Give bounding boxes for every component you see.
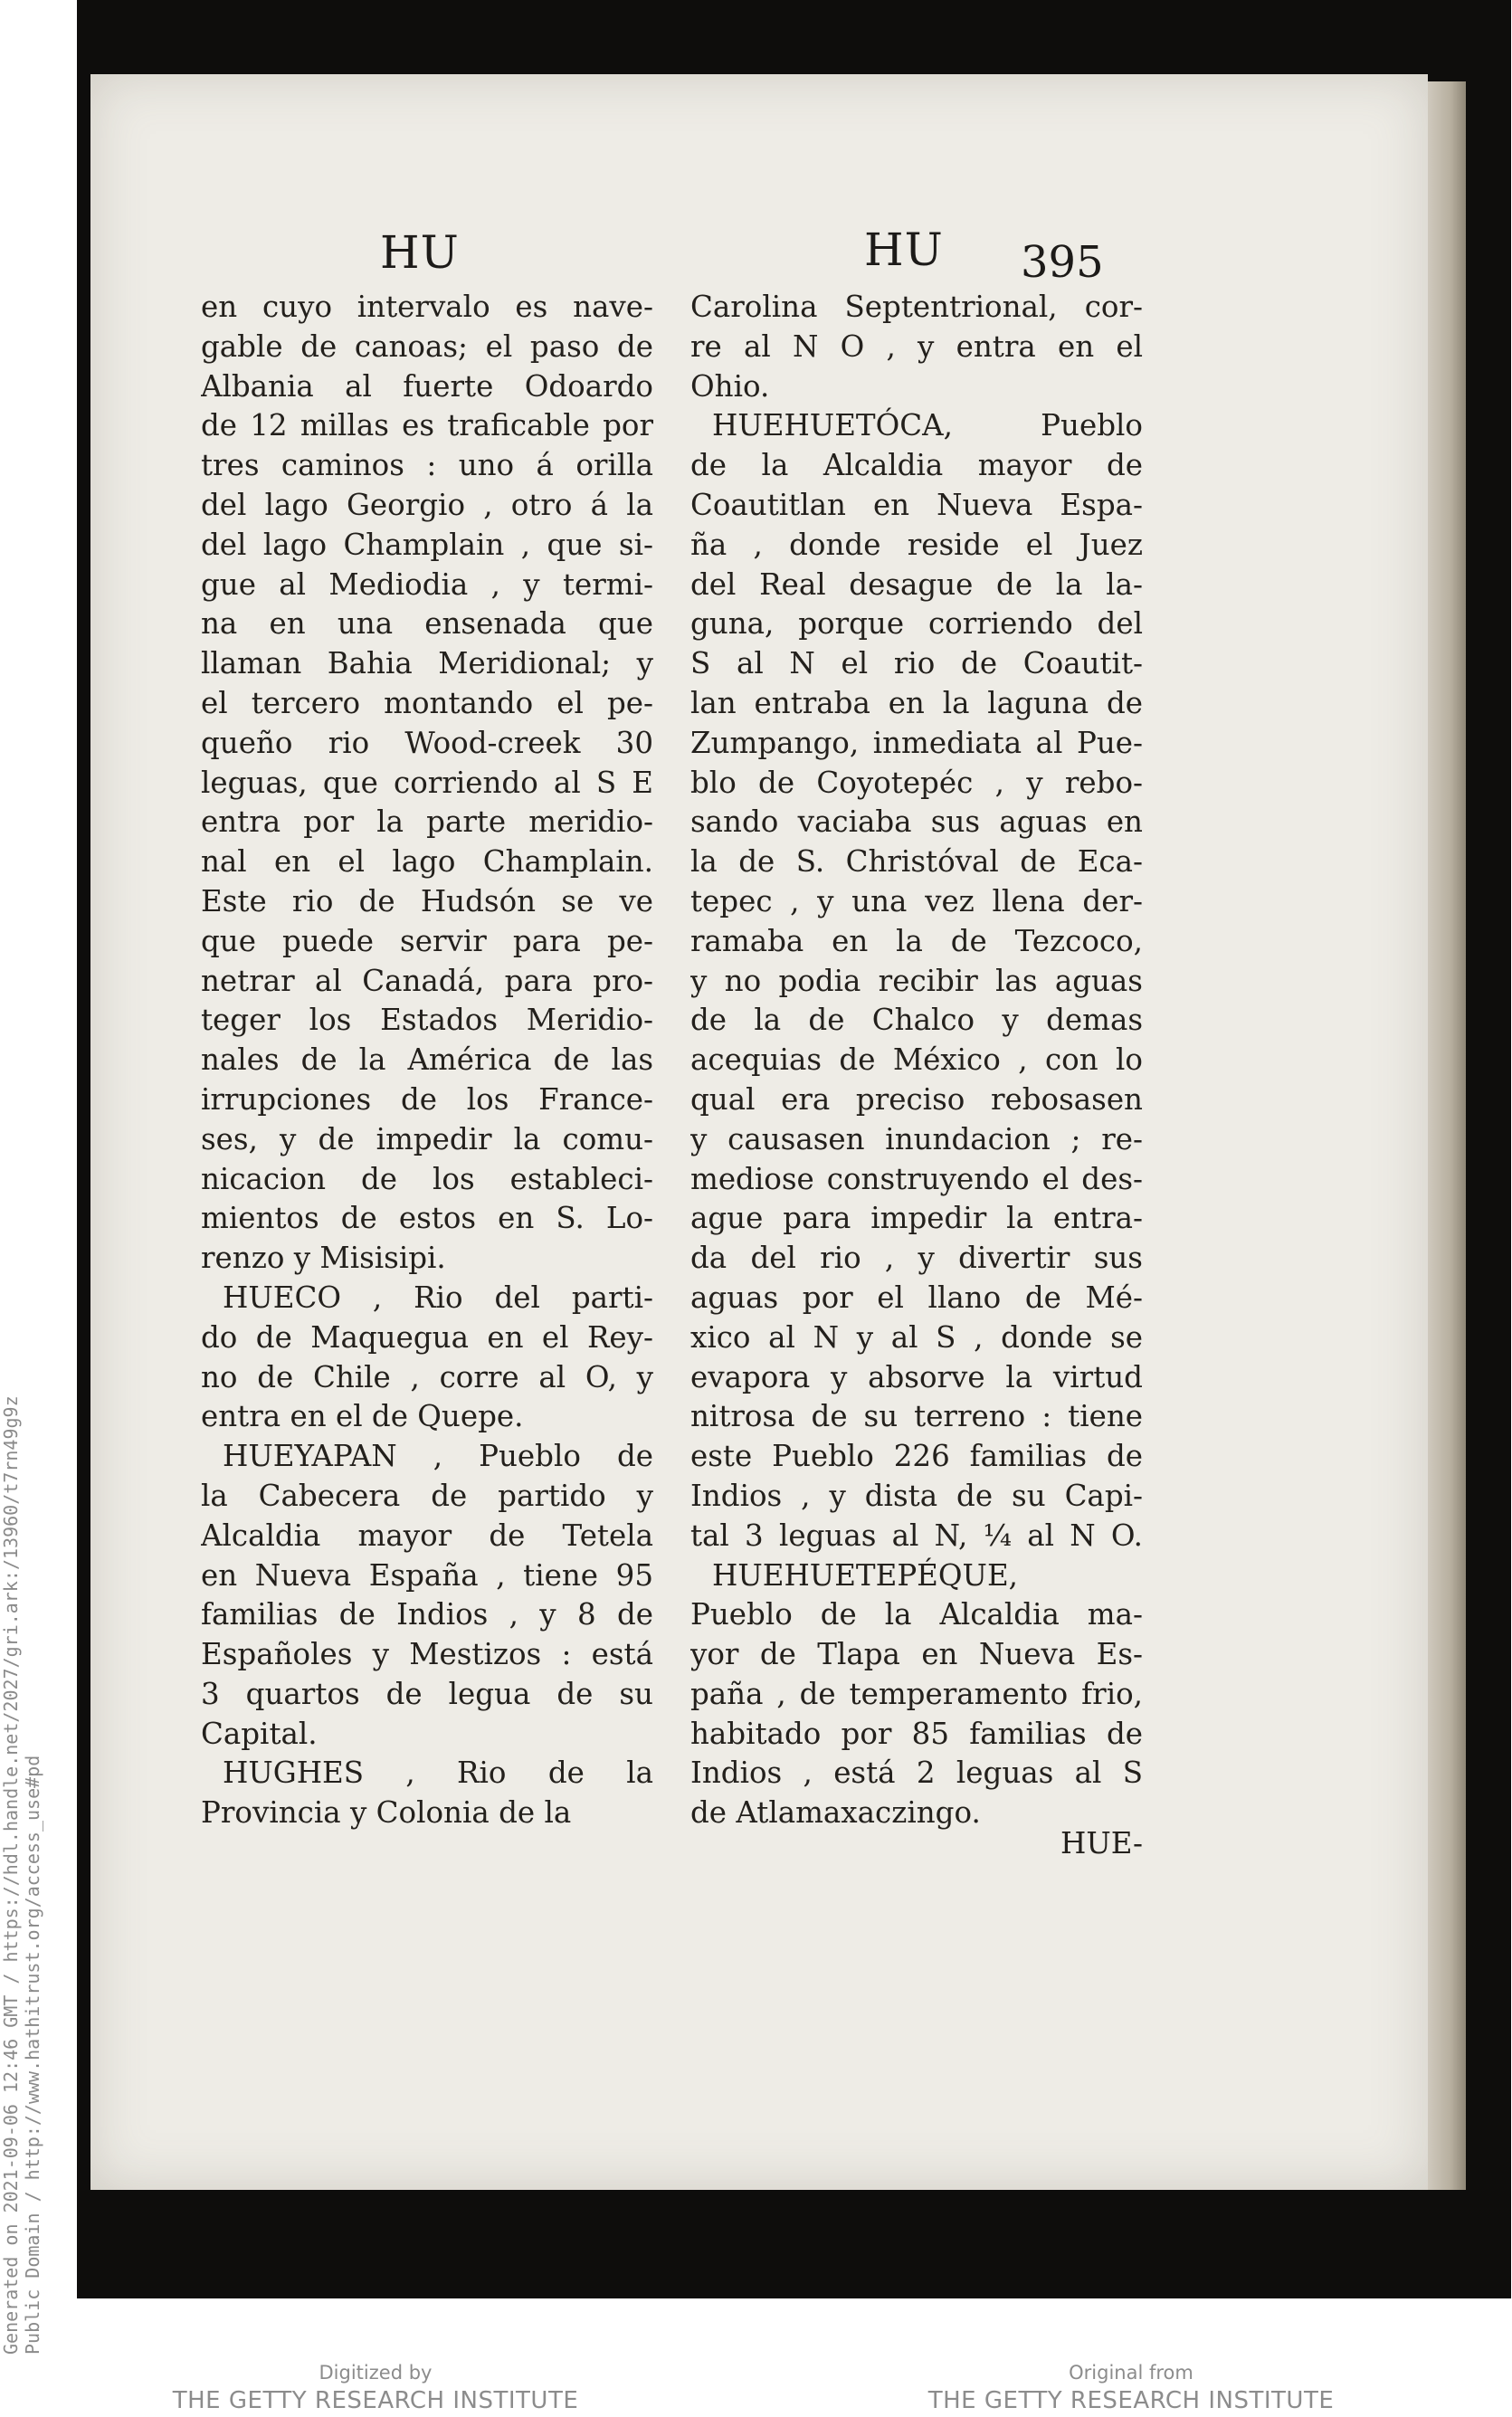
watermark-line-generated: Generated on 2021-09-06 12:46 GMT / https://hdl.handle.net/2027/gri.ark:/13960/t7rn49g9z bbox=[0, 1395, 22, 2355]
text-line: Albania al fuerte Odoardo bbox=[201, 368, 653, 404]
page-number: 395 bbox=[1021, 237, 1104, 288]
text-line: el tercero montando el pe- bbox=[201, 685, 653, 720]
text-line: que puede servir para pe- bbox=[201, 923, 653, 958]
text-line: llaman Bahia Meridional; y bbox=[201, 646, 653, 681]
text-line: renzo y Misisipi. bbox=[201, 1241, 446, 1276]
text-line: familias de Indios , y 8 de bbox=[201, 1597, 653, 1632]
text-column-right bbox=[690, 288, 1143, 1833]
text-line: evapora y absorve la virtud bbox=[690, 1359, 1143, 1394]
text-line: sando vaciaba sus aguas en bbox=[690, 804, 1143, 840]
text-line: acequias de México , con lo bbox=[690, 1042, 1143, 1078]
text-line: Este rio de Hudsón se ve bbox=[201, 883, 653, 918]
text-line: Alcaldia mayor de Tetela bbox=[201, 1518, 653, 1553]
text-line: HUEHUETÓCA, Pueblo bbox=[712, 408, 1143, 443]
text-line: tepec , y una vez llena der- bbox=[690, 883, 1143, 918]
text-line: HUEHUETEPÉQUE, bbox=[712, 1557, 1018, 1593]
text-line: xico al N y al S , donde se bbox=[690, 1319, 1143, 1355]
text-line: lan entraba en la laguna de bbox=[690, 685, 1143, 720]
text-line: queño rio Wood-creek 30 bbox=[201, 725, 653, 760]
running-head-right: HU bbox=[864, 224, 944, 276]
text-line: gue al Mediodia , y termi- bbox=[201, 566, 653, 602]
running-head-left: HU bbox=[380, 226, 460, 279]
text-line: blo de Coyotepéc , y rebo- bbox=[690, 765, 1143, 800]
text-line: y causasen inundacion ; re- bbox=[690, 1121, 1143, 1156]
digitized-by-institution: THE GETTY RESEARCH INSTITUTE bbox=[172, 2387, 579, 2414]
hathitrust-watermark bbox=[0, 1213, 43, 2398]
text-line: del Real desague de la la- bbox=[690, 566, 1143, 602]
text-line: ses, y de impedir la comu- bbox=[201, 1121, 653, 1156]
text-line: tres caminos : uno á orilla bbox=[201, 448, 653, 483]
text-line: no de Chile , corre al O, y bbox=[201, 1359, 653, 1394]
text-line: re al N O , y entra en el bbox=[690, 328, 1143, 364]
text-line: qual era preciso rebosasen bbox=[690, 1081, 1143, 1117]
text-line: tal 3 leguas al N, ¼ al N O. bbox=[690, 1518, 1143, 1553]
text-line: HUECO , Rio del parti- bbox=[223, 1280, 653, 1315]
text-line: y no podia recibir las aguas bbox=[690, 963, 1143, 998]
text-line: nales de la América de las bbox=[201, 1042, 653, 1078]
text-line: Indios , está 2 leguas al S bbox=[690, 1756, 1143, 1791]
digitized-by-label: Digitized by bbox=[319, 2362, 433, 2384]
text-line: na en una ensenada que bbox=[201, 606, 653, 642]
text-line: netrar al Canadá, para pro- bbox=[201, 963, 653, 998]
watermark-line-license: Public Domain / http://www.hathitrust.org/access_use#pd bbox=[22, 1755, 43, 2355]
text-line: este Pueblo 226 familias de bbox=[690, 1439, 1143, 1474]
text-line: del lago Champlain , que si- bbox=[201, 527, 653, 562]
text-line: ramaba en la de Tezcoco, bbox=[690, 923, 1143, 958]
text-line: entra en el de Quepe. bbox=[201, 1399, 524, 1434]
text-line: en Nueva España , tiene 95 bbox=[201, 1557, 653, 1593]
text-line: gable de canoas; el paso de bbox=[201, 328, 653, 364]
text-line: nal en el lago Champlain. bbox=[201, 844, 653, 880]
text-line: del lago Georgio , otro á la bbox=[201, 487, 653, 522]
text-line: teger los Estados Meridio- bbox=[201, 1003, 653, 1038]
text-line: de Atlamaxaczingo. bbox=[690, 1795, 981, 1831]
text-line: entra por la parte meridio- bbox=[201, 804, 653, 840]
catchword: HUE- bbox=[1060, 1826, 1144, 1860]
text-line: de la Alcaldia mayor de bbox=[690, 448, 1143, 483]
text-line: Capital. bbox=[201, 1716, 318, 1751]
text-line: da del rio , y divertir sus bbox=[690, 1241, 1143, 1276]
text-line: paña , de temperamento frio, bbox=[690, 1676, 1143, 1711]
text-line: nitrosa de su terreno : tiene bbox=[690, 1399, 1143, 1434]
text-line: do de Maquegua en el Rey- bbox=[201, 1319, 653, 1355]
text-line: Zumpango, inmediata al Pue- bbox=[690, 725, 1143, 760]
original-from-label: Original from bbox=[1069, 2362, 1193, 2384]
text-line: la de S. Christóval de Eca- bbox=[690, 844, 1143, 880]
text-line: 3 quartos de legua de su bbox=[201, 1676, 653, 1711]
text-column-left bbox=[201, 288, 653, 1833]
text-line: Españoles y Mestizos : está bbox=[201, 1637, 653, 1672]
text-line: nicacion de los estableci- bbox=[201, 1161, 653, 1196]
original-from-institution: THE GETTY RESEARCH INSTITUTE bbox=[927, 2387, 1335, 2414]
watermark-text bbox=[0, 1395, 43, 2355]
text-line: Coautitlan en Nueva Espa- bbox=[690, 487, 1143, 522]
text-line: ña , donde reside el Juez bbox=[690, 527, 1143, 562]
text-line: Carolina Septentrional, cor- bbox=[690, 290, 1143, 324]
text-line: mediose construyendo el des- bbox=[690, 1161, 1143, 1196]
text-line: aguas por el llano de Mé- bbox=[690, 1280, 1143, 1315]
text-line: S al N el rio de Coautit- bbox=[690, 646, 1143, 681]
text-line: de la de Chalco y demas bbox=[690, 1003, 1143, 1038]
text-line: de 12 millas es traficable por bbox=[201, 408, 653, 443]
text-line: HUGHES , Rio de la bbox=[223, 1756, 653, 1791]
text-line: Ohio. bbox=[690, 368, 770, 404]
text-line: la Cabecera de partido y bbox=[201, 1478, 653, 1513]
text-line: leguas, que corriendo al S E bbox=[201, 765, 653, 800]
text-line: Indios , y dista de su Capi- bbox=[690, 1478, 1143, 1513]
text-line: mientos de estos en S. Lo- bbox=[201, 1201, 653, 1236]
text-line: yor de Tlapa en Nueva Es- bbox=[690, 1637, 1143, 1672]
text-line: Provincia y Colonia de la bbox=[201, 1795, 572, 1831]
text-line: en cuyo intervalo es nave- bbox=[201, 290, 653, 324]
text-line: Pueblo de la Alcaldia ma- bbox=[690, 1597, 1143, 1632]
text-line: HUEYAPAN , Pueblo de bbox=[223, 1439, 653, 1474]
text-line: habitado por 85 familias de bbox=[690, 1716, 1143, 1751]
text-line: guna, porque corriendo del bbox=[690, 606, 1143, 642]
text-line: ague para impedir la entra- bbox=[690, 1201, 1143, 1236]
page-edge bbox=[1428, 81, 1466, 2190]
text-line: irrupciones de los France- bbox=[201, 1081, 653, 1117]
